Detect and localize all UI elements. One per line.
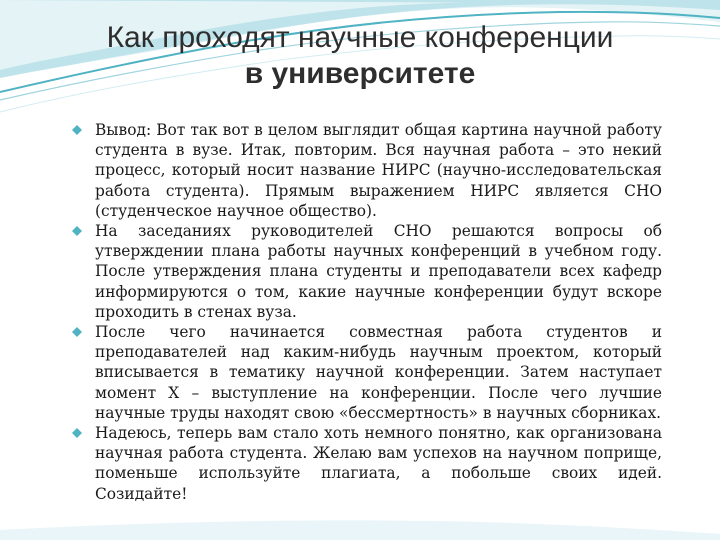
bullet-item [70, 221, 662, 322]
page-title [40, 20, 680, 92]
teal-diamond-bullet-icon [72, 226, 82, 236]
bullet-item [70, 322, 662, 423]
bullet-text: После чего начинается совместная работа студентов и преподавателей над каким-нибудь научным проектом, который вписывается в тематику научной конференции. Затем наступает момент Х – выступление на конференции. После чего лучшие научные труды находят свою «бессмертность» в научных сборниках. [95, 323, 662, 422]
bullet-list [70, 120, 662, 504]
bullet-item [70, 120, 662, 221]
bottom-wave-decoration [0, 500, 720, 540]
title-line-2: в университете [244, 57, 476, 90]
title-line-1: Как проходят научные конференции [106, 21, 614, 54]
bullet-text: На заседаниях руководителей СНО решаются вопросы об утверждении плана работы научных конференций в учебном году. После утверждения плана студенты и преподаватели всех кафедр информируются о том, какие научные конференции будут вскоре проходить в стенах вуза. [95, 222, 662, 321]
teal-diamond-bullet-icon [72, 125, 82, 135]
bullet-text: Надеюсь, теперь вам стало хоть немного понятно, как организована научная работа студента. Желаю вам успехов на научном поприще, поменьше используйте плагиата, а побольше своих идей. Созидайте! [95, 424, 662, 503]
teal-diamond-bullet-icon [72, 428, 82, 438]
teal-diamond-bullet-icon [72, 327, 82, 337]
bullet-text: Вывод: Вот так вот в целом выглядит общая картина научной работу студента в вузе. Итак, повторим. Вся научная работа – это некий процесс, который носит название НИРС (научно-исследовательская работа студента). Прямым выражением НИРС является СНО (студенческое научное общество). [95, 121, 662, 220]
bullet-item [70, 423, 662, 504]
